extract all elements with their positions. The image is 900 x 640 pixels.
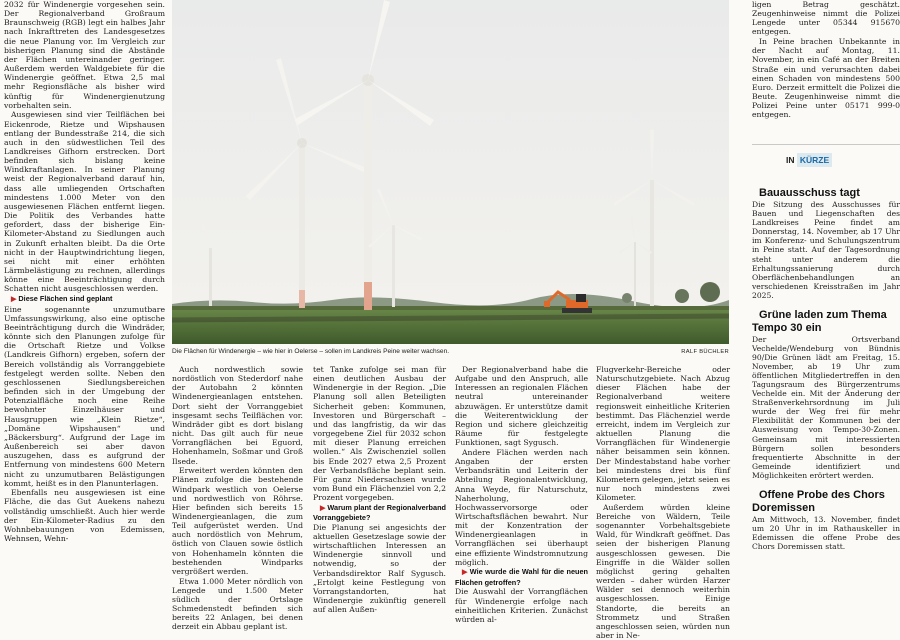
- paragraph: Auch nordwestlich sowie nordöstlich von Stederdorf nahe der Autobahn 2 könnten Windenergieanlagen entstehen. Dort sieht der Vorranggebiet insgesamt sechs Teilflächen vor. Windräder gibt es dort bislang nicht. Das gilt auch für neue Vorrangflächen bei Eguord, Hohenhameln, Soßmar und Groß Ilsede.: [172, 365, 303, 466]
- triangle-bullet-icon: ▶: [320, 504, 326, 512]
- wind-farm-illustration: [172, 0, 729, 344]
- brief-headline: Grüne laden zum Thema Tempo 30 ein: [752, 309, 887, 334]
- paragraph: Der Regionalverband habe die Aufgabe und den Anspruch, alle Interessen an regionalen Flächen neutral untereinander abzuwägen. Er unterstütze damit die Weiterentwicklung der Region und sichere gleichzeitig Räume für festgelegte Funktionen, sagt Sygusch.: [455, 365, 588, 448]
- photo-caption: [172, 346, 729, 358]
- paragraph: In Peine brachen Unbekannte in der Nacht auf Montag, 11. November, in ein Café an der Breiten Straße ein und verursachten dabei einen Schaden von mindestens 500 Euro. Derzeit ermittelt die Polizei die Beute. Zeugenhinweise nimmt die Polizei Peine unter 05171 999-0 entgegen.: [752, 37, 900, 120]
- paragraph: Außerdem würden kleine Bereiche von Wäldern, Teile sogenannter Vorbehaltsgebiete Wald, für Windkraft geöffnet. Das seien der bisherigen Planung ausgeschlossen gewesen. Die Eingriffe in die Wälder sollen möglichst gering gehalten werden – daher würden Harzer Wälder sei dennoch weiterhin ausgeschlossen. Einige Standorte, die bereits an Strommetz und Straßen angeschlossen seien, würden nun aber in Ne-: [596, 502, 730, 640]
- paragraph: Ausgewiesen sind vier Teilflächen bei Eickenrode, Rietze und Wipshausen entlang der Bundesstraße 214, die sich auch in den südwestlichen Teil des Landkreises Gifhorn erstrecken. Dort befinden sich bislang keine Windkraftanlagen. In seiner Planung weist der Regionalverband darauf hin, dass alle umliegenden Ortschaften mindestens 1.000 Meter von den ausgewiesenen Flächen entfernt liegen. Die Politik des Verbandes hatte gefordert, dass der bisherige Ein-Kilometer-Abstand zu Siedlungen auch in Zukunft erhalten bleibt. Da die Orte nicht in der Hauptwindrichtung liegen, sei nicht mit einer erhöhten Lärmbelästigung zu rechnen, allerdings könne eine Beeinträchtigung durch Schatten nicht ausgeschlossen werden.: [4, 110, 165, 294]
- article-column-1: [4, 0, 165, 600]
- paragraph: Ebenfalls neu ausgewiesen ist eine Fläche, die das Gut Auekens nahezu vollständig umschließt. Auch hier werde der Ein-Kilometer-Radius zu den Wohnbebauungen von Edemissen, Wehnsen, Wehn-: [4, 488, 165, 544]
- paragraph: tet Tanke zufolge sei man für einen deutlichen Ausbau der Windenergie in der Region. „Die Planung soll allen Beteiligten Sicherheit geben: Kommunen, Investoren und Bürgerschaft – und das langfristig, da wir das vorgegebene Ziel für 2032 schon mit dieser Planung erreichen wollen.“ Als Zwischenziel sollen bis Ende 2027 etwa 2,5 Prozent der Verbandsfläche beplant sein. Für ganz Niedersachsen wurde vom Bund ein Flächenziel von 2,2 Prozent vorgegeben.: [313, 365, 446, 503]
- subhead: ▶ Warum plant der Regionalverband Vorranggebiete?: [313, 502, 446, 523]
- brief-headline: Bauausschuss tagt: [759, 187, 860, 199]
- triangle-bullet-icon: ▶: [462, 569, 468, 577]
- paragraph: ligen Betrag geschätzt. Zeugenhinweise nimmt die Polizei Lengede unter 05344 915670 entgegen.: [752, 0, 900, 37]
- article-column-3: [313, 365, 446, 615]
- brief-body: Der Ortsverband Vechelde/Wendeburg von Bündnis 90/Die Grünen lädt am Freitag, 15. November, ab 19 Uhr zum öffentlichen Mitgliedertreffen in den Tagungsraum des Bürgerzentrums Vechelde ein. Mit der Änderung der Straßenverkehrsordnung im Juli wurde der Weg frei für mehr Flexibilität der Kommunen bei der Ausweisung von Tempo-30-Zonen. Gemeinsam mit interessierten Bürgern sollen besonders frequentierte Abschnitte in der Gemeinde identifiziert und Möglichkeiten erörtert werden.: [752, 334, 900, 480]
- news-briefs: [752, 187, 900, 600]
- in-kurze-label: IN KÜRZE: [786, 151, 846, 169]
- wind-turbine-photo: [172, 0, 729, 344]
- article-column-4: [455, 365, 588, 624]
- triangle-bullet-icon: ▶: [11, 296, 17, 303]
- paragraph: Eine sogenannte unzumutbare Umfassungswirkung, also eine optische Beeinträchtigung durch die Windräder, könnte sich den Planungen zufolge für die Ortschaft Rietze und Volkse (Landkreis Gifhorn) ergeben, sofern der Bereich vollständig als Vorranggebiete festgelegt werden sollte. Neben den geschlossenen Siedlungsbereichen befinden sich in der Umgebung der Potenzialfläche noch eine Reihe bewohnter Einzelhäuser und Hausgruppen wie „Klein Rietze“, „Domäne Wipshausen“ und „Bäckersburg“. Aufgrund der Lage im Außenbereich sei aber davon auszugehen, dass es aufgrund der Entfernung von mindestens 600 Metern nicht zu unzumutbaren Belästigungen kommt, heißt es in den Planunterlagen.: [4, 304, 165, 488]
- subhead: ▶ Diese Flächen sind geplant: [11, 294, 113, 303]
- paragraph: Erweitert werden könnten den Plänen zufolge die bestehende Windpark westlich von Oelerse und nordwestlich von Röhrse. Hier befinden sich bereits 15 Windenergieanlagen, die zum Teil aufgerüstet werden. Und auch nordöstlich von Mehrum, östlich von Clauen sowie östlich von Hohenhameln könnten die bestehenden Windparks vergrößert werden.: [172, 466, 303, 576]
- police-reports: [752, 0, 900, 140]
- paragraph: Die Auswahl der Vorrangflächen für Windenergie erfolge nach einheitlichen Kriterien. Zunächst würden al-: [455, 587, 588, 624]
- subhead: ▶ Wie wurde die Wahl für die neuen Flächen getroffen?: [455, 567, 588, 587]
- paragraph: Andere Flächen werden nach Angaben der ersten Verbandsrätin und Leiterin der Abteilung Regionalentwicklung, Anna Weyde, für Naturschutz, Naherholung, Hochwasservorsorge oder Wirtschaftsflächen bewahrt. Nur mit der Konzentration der Windenergieanlagen in Vorrangflächen sei überhaupt eine effiziente Windstromnutzung möglich.: [455, 447, 588, 567]
- article-column-2: [172, 365, 303, 632]
- paragraph: Flugverkehr-Bereiche oder Naturschutzgebiete. Nach Abzug dieser Flächen habe der Regionalverband weitere regionsweit einheitliche Kriterien bestimmt. Das Flächenziel werde erreicht, indem im Vergleich zur aktuellen Planung die Vorrangflächen für Windenergie näher beisammen sein können. Der Mindestabstand habe vorher bei mindestens drei bis fünf Kilometern gelegen, jetzt seien es nur noch mindestens zwei Kilometer.: [596, 365, 730, 503]
- article-column-5: [596, 365, 730, 640]
- paragraph: Etwa 1.000 Meter nördlich von Lengede und 1.500 Meter südlich der Ortslage Schmedenstedt befinden sich bereits 22 Anlagen, bei denen derzeit ein Abbau geplant ist.: [172, 576, 303, 632]
- divider: [752, 144, 900, 145]
- photo-credit: RALF BÜCHLER: [681, 349, 729, 355]
- brief-body: Die Sitzung des Ausschusses für Bauen und Liegenschaften des Landkreises Peine findet am Donnerstag, 14. November, ab 17 Uhr im Konferenz- und Schulungszentrum in Peine statt. Auf der Tagesordnung steht unter anderem die Erhaltungssanierung durch Oberflächenbehandlungen an verschiedenen Kreisstraßen im Jahr 2025.: [752, 200, 900, 300]
- caption-text: Die Flächen für Windenergie – wie hier in Oelerse – sollen im Landkreis Peine weiter wachsen.: [172, 348, 450, 355]
- brief-headline: Offene Probe des Chors Doremissen: [752, 489, 885, 514]
- paragraph: Die Planung sei angesichts der aktuellen Gesetzeslage sowie der wirtschaftlichen Interessen an Windenergie sinnvoll und notwendig, so der Verbandsdirektor Ralf Sygusch. „Ertolgt keine Festlegung von Vorrangstandorten, hat Windenergie zukünftig generell auf allen Außen-: [313, 522, 446, 615]
- paragraph: 2032 für Windenergie vorgesehen sein. Der Regionalverband Großraum Braunschweig (RGB) legt ein halbes Jahr nach Inkrafttreten des Landesgesetzes die neue Planung vor. Im Vergleich zur bisherigen Planung sind die Abstände der Flächen untereinander geringer. Außerdem werden Waldgebiete für die Windenergie geöffnet. Etwa 2,5 mal mehr Regionsfläche als bisher wird künftig für Windenergienutzung vorbehalten sein.: [4, 0, 165, 110]
- brief-body: Am Mittwoch, 13. November, findet um 20 Uhr in im Rathauskeller in Edemissen die offene Probe des Chors Doremissen statt.: [752, 514, 900, 551]
